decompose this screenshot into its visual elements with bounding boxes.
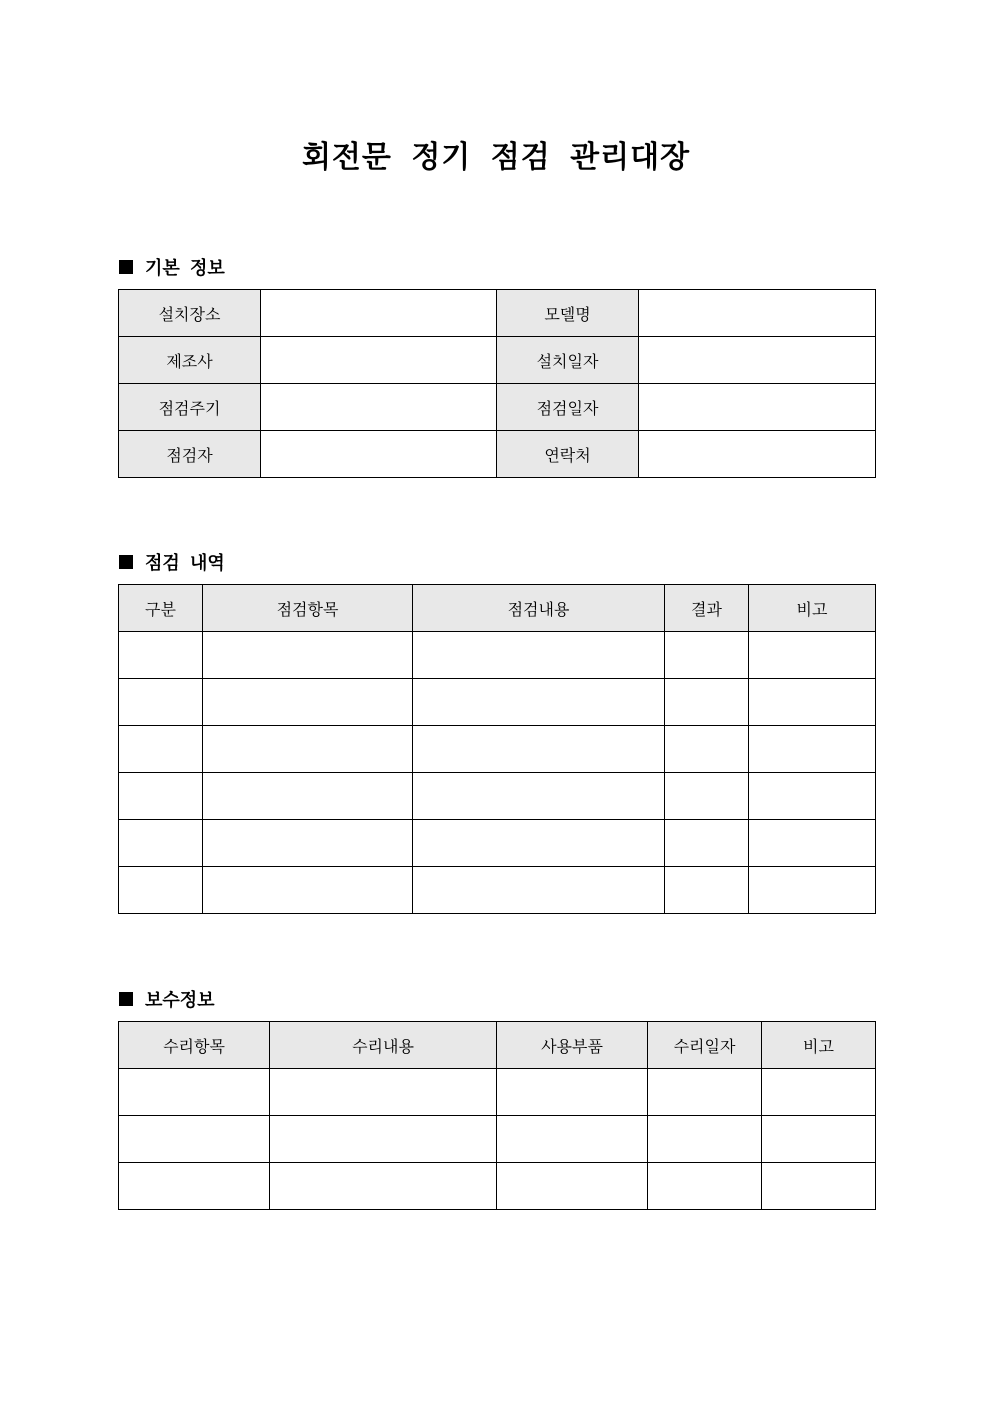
table-row bbox=[119, 820, 876, 867]
table-row bbox=[119, 431, 876, 478]
table-row bbox=[119, 867, 876, 914]
table-cell[interactable] bbox=[665, 867, 749, 914]
table-cell[interactable] bbox=[665, 632, 749, 679]
basic-info-label: 모델명 bbox=[497, 290, 639, 337]
table-cell[interactable] bbox=[119, 726, 203, 773]
table-row bbox=[119, 1069, 876, 1116]
table-cell[interactable] bbox=[203, 867, 413, 914]
column-header: 점검항목 bbox=[203, 585, 413, 632]
table-cell[interactable] bbox=[749, 632, 876, 679]
table-cell[interactable] bbox=[762, 1069, 876, 1116]
basic-info-table bbox=[118, 289, 876, 478]
basic-info-label: 점검자 bbox=[119, 431, 261, 478]
column-header: 수리항목 bbox=[119, 1022, 270, 1069]
table-cell[interactable] bbox=[665, 820, 749, 867]
black-square-icon bbox=[119, 992, 133, 1006]
table-row bbox=[119, 632, 876, 679]
table-cell[interactable] bbox=[749, 867, 876, 914]
repair-table bbox=[118, 1021, 876, 1210]
table-cell[interactable] bbox=[413, 632, 665, 679]
basic-info-label: 설치일자 bbox=[497, 337, 639, 384]
basic-info-value[interactable] bbox=[639, 337, 876, 384]
table-cell[interactable] bbox=[497, 1069, 648, 1116]
table-cell[interactable] bbox=[665, 679, 749, 726]
section-heading-inspection bbox=[119, 549, 225, 575]
section-heading-label: 보수정보 bbox=[145, 990, 215, 1011]
table-cell[interactable] bbox=[119, 773, 203, 820]
table-cell[interactable] bbox=[203, 679, 413, 726]
table-header-row bbox=[119, 585, 876, 632]
column-header: 수리일자 bbox=[648, 1022, 762, 1069]
basic-info-value[interactable] bbox=[261, 290, 497, 337]
basic-info-label: 제조사 bbox=[119, 337, 261, 384]
table-cell[interactable] bbox=[119, 867, 203, 914]
table-cell[interactable] bbox=[119, 1116, 270, 1163]
section-heading-basic-info bbox=[119, 254, 225, 280]
table-cell[interactable] bbox=[497, 1163, 648, 1210]
column-header: 사용부품 bbox=[497, 1022, 648, 1069]
table-cell[interactable] bbox=[749, 679, 876, 726]
table-cell[interactable] bbox=[119, 1163, 270, 1210]
table-row bbox=[119, 1116, 876, 1163]
table-cell[interactable] bbox=[203, 726, 413, 773]
document-title: 회전문 정기 점검 관리대장 bbox=[301, 140, 691, 175]
table-cell[interactable] bbox=[648, 1116, 762, 1163]
table-cell[interactable] bbox=[270, 1069, 497, 1116]
table-cell[interactable] bbox=[270, 1163, 497, 1210]
basic-info-value[interactable] bbox=[261, 431, 497, 478]
table-row bbox=[119, 726, 876, 773]
table-cell[interactable] bbox=[413, 679, 665, 726]
section-heading-label: 기본 정보 bbox=[145, 258, 225, 279]
table-cell[interactable] bbox=[749, 773, 876, 820]
table-cell[interactable] bbox=[497, 1116, 648, 1163]
table-cell[interactable] bbox=[413, 820, 665, 867]
basic-info-value[interactable] bbox=[261, 384, 497, 431]
table-header-row bbox=[119, 1022, 876, 1069]
table-cell[interactable] bbox=[119, 820, 203, 867]
table-cell[interactable] bbox=[413, 726, 665, 773]
table-cell[interactable] bbox=[665, 773, 749, 820]
table-cell[interactable] bbox=[648, 1163, 762, 1210]
black-square-icon bbox=[119, 260, 133, 274]
column-header: 점검내용 bbox=[413, 585, 665, 632]
table-cell[interactable] bbox=[270, 1116, 497, 1163]
inspection-table bbox=[118, 584, 876, 914]
table-row bbox=[119, 384, 876, 431]
basic-info-label: 점검일자 bbox=[497, 384, 639, 431]
column-header: 비고 bbox=[749, 585, 876, 632]
column-header: 구분 bbox=[119, 585, 203, 632]
table-cell[interactable] bbox=[648, 1069, 762, 1116]
table-cell[interactable] bbox=[762, 1163, 876, 1210]
basic-info-label: 설치장소 bbox=[119, 290, 261, 337]
table-row bbox=[119, 337, 876, 384]
basic-info-value[interactable] bbox=[639, 431, 876, 478]
table-cell[interactable] bbox=[762, 1116, 876, 1163]
table-cell[interactable] bbox=[203, 632, 413, 679]
table-cell[interactable] bbox=[665, 726, 749, 773]
table-cell[interactable] bbox=[119, 1069, 270, 1116]
table-row bbox=[119, 679, 876, 726]
table-cell[interactable] bbox=[413, 867, 665, 914]
basic-info-value[interactable] bbox=[261, 337, 497, 384]
table-row bbox=[119, 1163, 876, 1210]
black-square-icon bbox=[119, 555, 133, 569]
column-header: 비고 bbox=[762, 1022, 876, 1069]
column-header: 결과 bbox=[665, 585, 749, 632]
table-cell[interactable] bbox=[749, 726, 876, 773]
basic-info-label: 연락처 bbox=[497, 431, 639, 478]
table-cell[interactable] bbox=[749, 820, 876, 867]
section-heading-repair bbox=[119, 986, 215, 1012]
table-cell[interactable] bbox=[119, 679, 203, 726]
table-cell[interactable] bbox=[119, 632, 203, 679]
section-heading-label: 점검 내역 bbox=[145, 553, 225, 574]
basic-info-label: 점검주기 bbox=[119, 384, 261, 431]
table-cell[interactable] bbox=[203, 820, 413, 867]
table-cell[interactable] bbox=[203, 773, 413, 820]
table-cell[interactable] bbox=[413, 773, 665, 820]
table-row bbox=[119, 290, 876, 337]
column-header: 수리내용 bbox=[270, 1022, 497, 1069]
basic-info-value[interactable] bbox=[639, 384, 876, 431]
table-row bbox=[119, 773, 876, 820]
basic-info-value[interactable] bbox=[639, 290, 876, 337]
